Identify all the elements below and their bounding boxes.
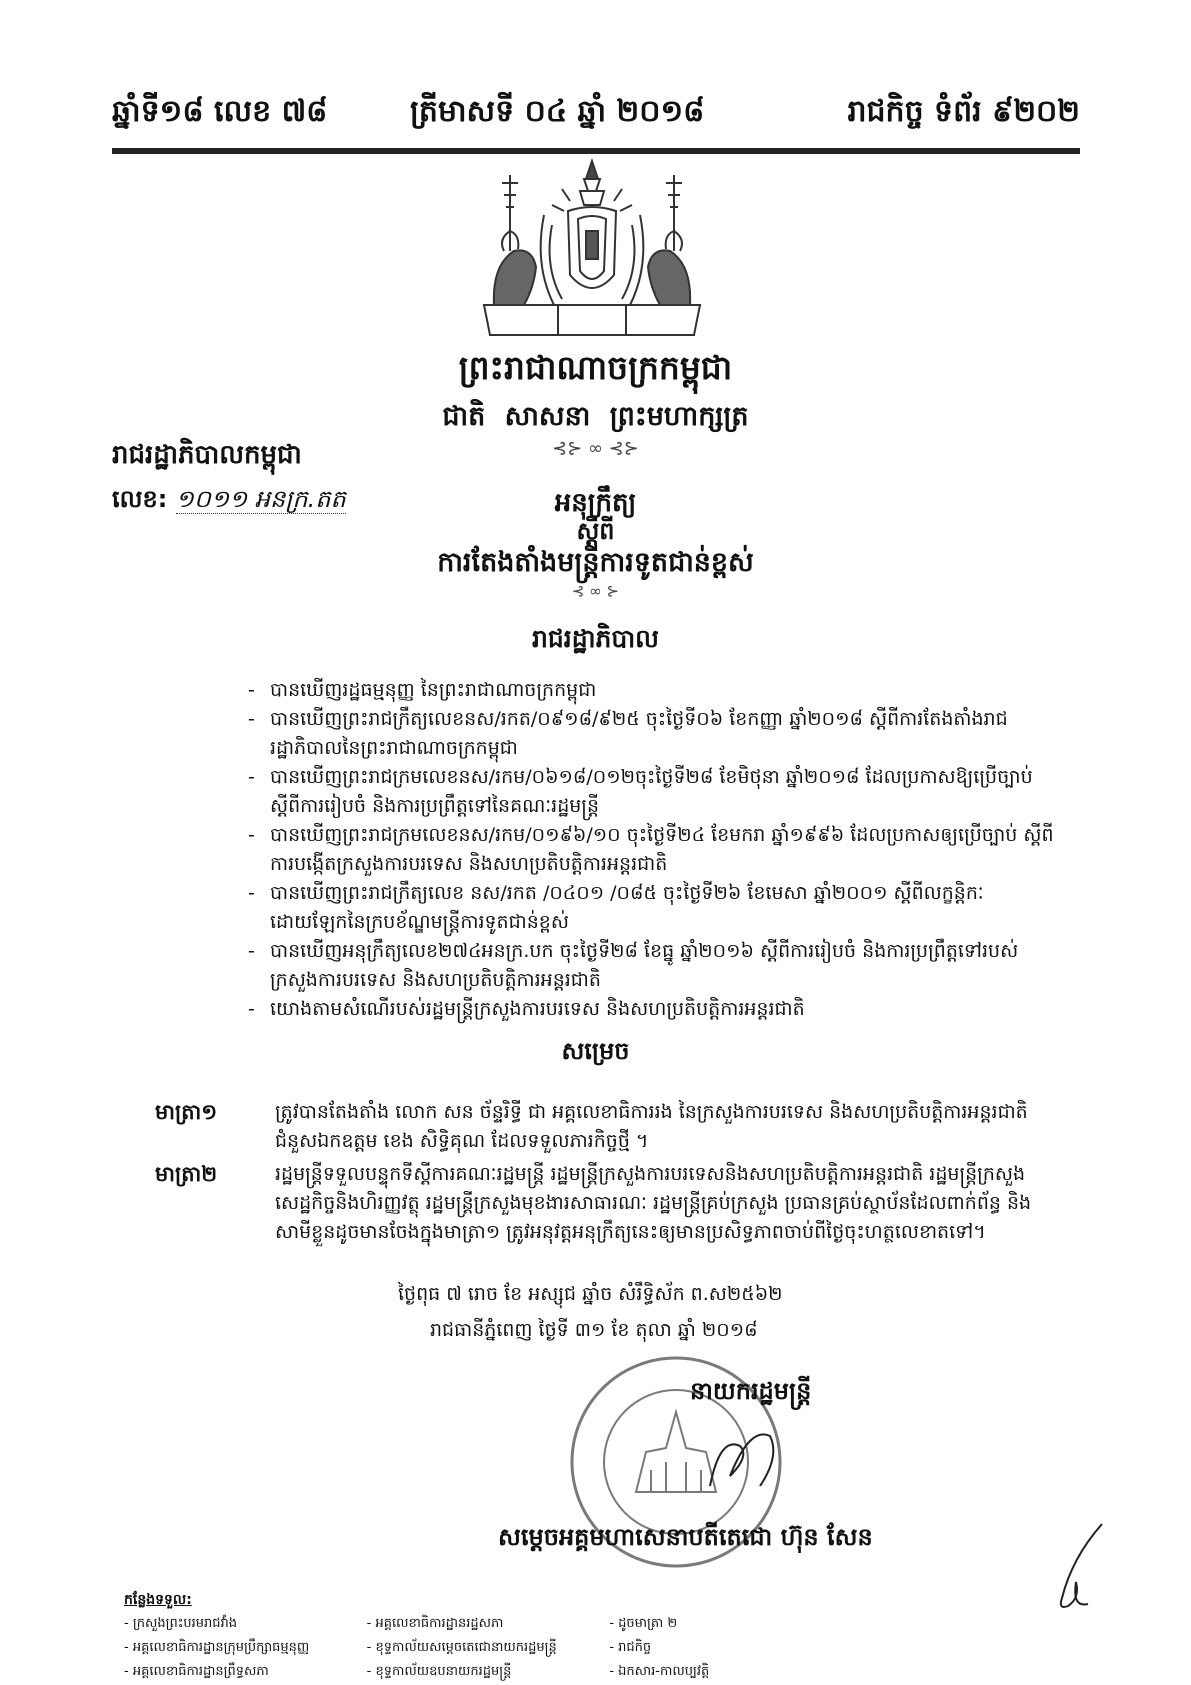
signatory-name: សម្តេចអគ្គមហាសេនាបតីតេជោ ហ៊ុន សែន [498, 1523, 873, 1551]
article-1 [155, 1098, 1060, 1156]
document-subject: ការតែងតាំងមន្ត្រីការទូតជាន់ខ្ពស់ [437, 547, 754, 578]
header-rule [112, 148, 1080, 154]
article-text: រដ្ឋមន្ត្រីទទួលបន្ទុកទីស្តីការគណៈរដ្ឋមន្ត្រី រដ្ឋមន្ត្រីក្រសួងការបរទេសនិងសហប្រតិបត្តិការអន្តរជាតិ រដ្ឋមន្ត្រីក្រសួងសេដ្ឋកិច្ចនិងហិរញ្ញវត្ថុ រដ្ឋមន្ត្រីក្រសួងមុខងារសាធារណៈ រដ្ឋមន្ត្រីគ្រប់ក្រសួង ប្រធានគ្រប់ស្ថាប័នដែលពាក់ព័ន្ធ និងសាមីខ្លួនដូចមានចែងក្នុងមាត្រា១ ត្រូវអនុវត្តអនុក្រឹត្យនេះឲ្យមានប្រសិទ្ធភាពចាប់ពីថ្ងៃចុះហត្ថលេខាតទៅ។ [275, 1163, 1032, 1243]
preamble-item: - បានឃើញរដ្ឋធម្មនុញ្ញ នៃព្រះរាជាណាចក្រកម្ពុជា [248, 676, 1060, 705]
preamble-item: - បានឃើញព្រះរាជក្រមលេខនស/រកម/០១៩៦/១០ ចុះថ្ងៃទី២៤ ខែមករា ឆ្នាំ១៩៩៦ ដែលប្រកាសឲ្យប្រើច្បាប់ ស្តីពីការបង្កើតក្រសួងការបរទេស និងសហប្រតិបត្តិការអន្តរជាតិ [248, 821, 1060, 879]
ornament-divider-small: ⊰ ∞ ⊱ [571, 582, 620, 600]
handwritten-signature-icon [700, 1416, 790, 1496]
kingdom-name: ព្រះរាជាណាចក្រកម្ពុជា [458, 348, 733, 387]
recipient-item: - ខុទ្ទកាល័យឧបនាយករដ្ឋមន្ត្រី [367, 1660, 582, 1684]
preamble-item: - បានឃើញព្រះរាជក្រឹត្យលេខ នស/រកត /០៤០១ /០៨៥ ចុះថ្ងៃទី២៦ ខែមេសា ឆ្នាំ២០០១ ស្តីពីលក្ខន្តិកៈដោយឡែកនៃក្របខ័ណ្ឌមន្ត្រីការទូតជាន់ខ្ពស់ [248, 879, 1060, 937]
recipients-block [124, 1588, 192, 1612]
article-label: មាត្រា១ [155, 1100, 218, 1124]
recipients-heading: កន្លែងទទួល: [124, 1592, 192, 1608]
document-type: អនុក្រឹត្យ [554, 488, 637, 518]
preamble-heading: រាជរដ្ឋាភិបាល [532, 624, 659, 653]
document-number-label: លេខ: [112, 485, 168, 513]
recipients-list [124, 1612, 824, 1684]
preamble-item: - បានឃើញអនុក្រឹត្យលេខ២៧៤អនក្រ.បក ចុះថ្ងៃទី២៨ ខែធ្នូ ឆ្នាំ២០១៦ ស្តីពីការរៀបចំ និងការប្រព្រឹត្តទៅរបស់ក្រសួងការបរទេស និងសហប្រតិបត្តិការអន្តរជាតិ [248, 937, 1060, 995]
recipient-item: - ក្រសួងព្រះបរមរាជវាំង [124, 1612, 339, 1636]
recipient-item: - ខុទ្ទកាល័យសម្តេចតេជោនាយករដ្ឋមន្ត្រី [367, 1636, 582, 1660]
article-2 [155, 1160, 1060, 1247]
ornament-divider: ⊰⊱ ∞ ⊰⊱ [552, 438, 639, 459]
initials-mark-icon [1032, 1518, 1112, 1618]
issuer-name: រាជរដ្ឋាភិបាលកម្ពុជា [112, 440, 302, 470]
gazette-quarter: ត្រីមាសទី ០៤ ឆ្នាំ ២០១៨ [410, 94, 705, 129]
signatory-title: នាយករដ្ឋមន្ត្រី [690, 1377, 812, 1405]
decision-heading: សម្រេច [561, 1037, 630, 1065]
gazette-page: រាជកិច្ច ទំព័រ ៩២០២ [847, 94, 1080, 129]
lunar-date: ថ្ងៃពុធ ៧ រោច ខែ អស្សុជ ឆ្នាំច សំរឹទ្ធិស័ក ព.ស២៥៦២ [398, 1283, 783, 1305]
recipient-item: - អគ្គលេខាធិការដ្ឋានព្រឹទ្ធសភា [124, 1660, 339, 1684]
gazette-year-number: ឆ្នាំទី១៨ លេខ ៧៨ [112, 94, 328, 129]
preamble-list [248, 676, 1060, 1024]
document-number-value: ១០១១ អនក្រ.តត [175, 485, 346, 513]
royal-arms-of-cambodia-icon [474, 155, 710, 345]
document-about: ស្តីពី [576, 517, 615, 545]
recipient-item: - រាជកិច្ច [609, 1636, 824, 1660]
recipient-item: - ដូចមាត្រា ២ [609, 1612, 824, 1636]
recipient-item: - អគ្គលេខាធិការដ្ឋានរដ្ឋសភា [367, 1612, 582, 1636]
preamble-item: - បានឃើញព្រះរាជក្រមលេខនស/រកម/០៦១៨/០១២ចុះថ្ងៃទី២៨ ខែមិថុនា ឆ្នាំ២០១៨ ដែលប្រកាសឱ្យប្រើច្បាប់ ស្តីពីការរៀបចំ និងការប្រព្រឹត្តទៅនៃគណៈរដ្ឋមន្ត្រី [248, 763, 1060, 821]
article-text: ត្រូវបានតែងតាំង លោក សន ច័ន្ទរិទ្ធី ជា អគ្គលេខាធិការរង នៃក្រសួងការបរទេស និងសហប្រតិបត្តិការអន្តរជាតិ ជំនួសឯកឧត្តម ខេង សិទ្ធិគុណ ដែលទទួលភារកិច្ចថ្មី ។ [275, 1101, 1028, 1152]
preamble-item: - យោងតាមសំណើរបស់រដ្ឋមន្ត្រីក្រសួងការបរទេស និងសហប្រតិបត្តិការអន្តរជាតិ [248, 995, 1060, 1024]
recipient-item: - អគ្គលេខាធិការដ្ឋានក្រុមប្រឹក្សាធម្មនុញ្ញ [124, 1636, 339, 1660]
solar-date: រាជធានីភ្នំពេញ ថ្ងៃទី ៣១ ខែ តុលា ឆ្នាំ ២០១៨ [430, 1319, 758, 1341]
preamble-item: - បានឃើញព្រះរាជក្រឹត្យលេខនស/រកត/០៩១៨/៩២៥ ចុះថ្ងៃទី០៦ ខែកញ្ញា ឆ្នាំ២០១៨ ស្តីពីការតែងតាំងរាជរដ្ឋាភិបាលនៃព្រះរាជាណាចក្រកម្ពុជា [248, 705, 1060, 763]
kingdom-motto: ជាតិ សាសនា ព្រះមហាក្សត្រ [442, 401, 749, 432]
article-label: មាត្រា២ [155, 1162, 218, 1186]
recipient-item: - ឯកសារ-កាលប្បវត្តិ [609, 1660, 824, 1684]
